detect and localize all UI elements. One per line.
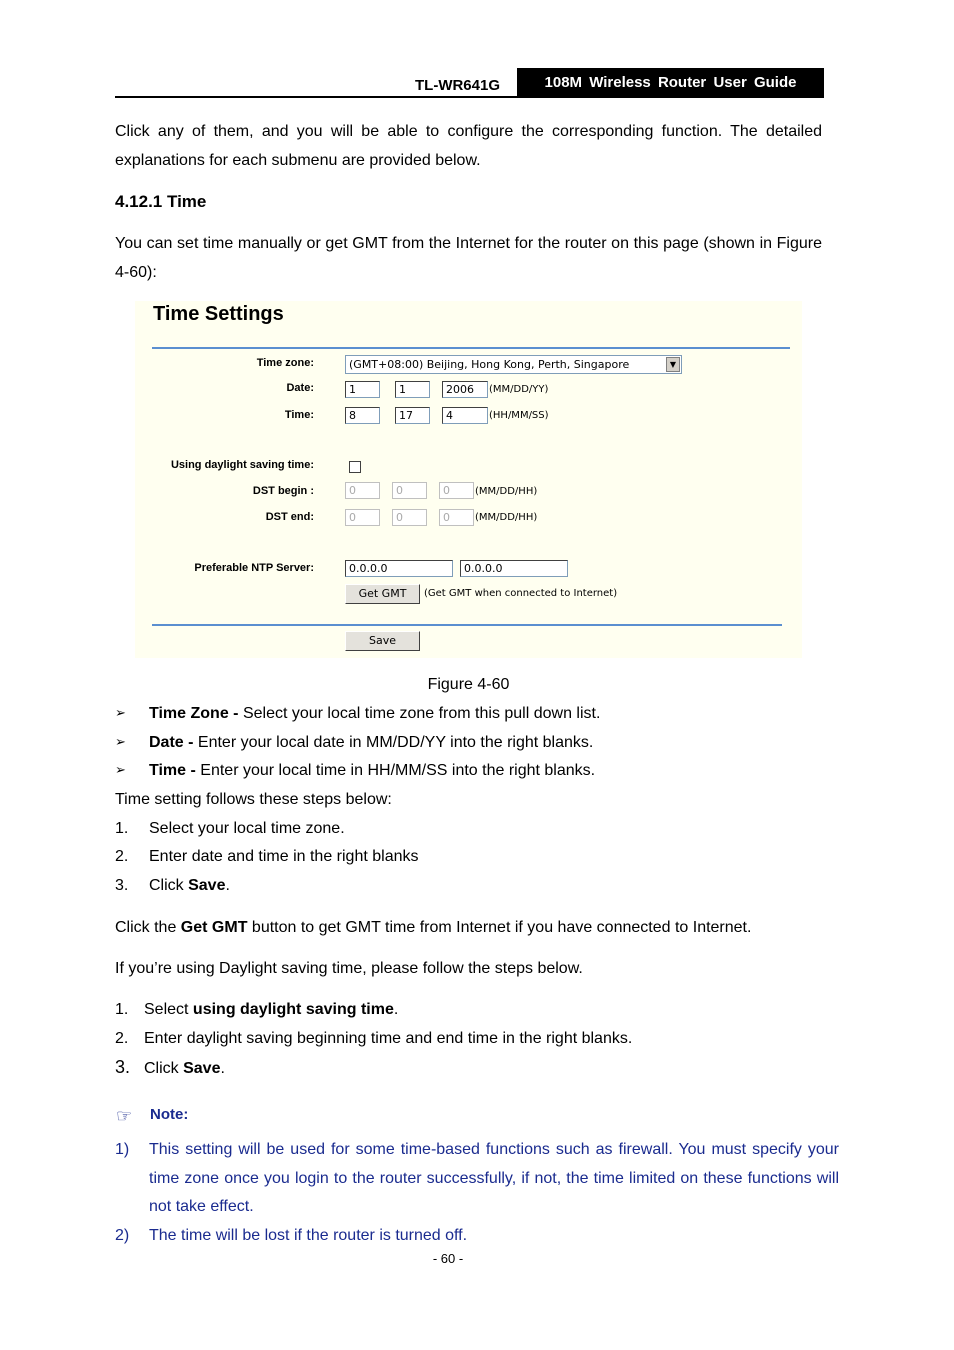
dst-end-hour-input[interactable]: 0 (439, 509, 474, 526)
panel-top-rule (152, 347, 790, 349)
step-bold: using daylight saving time (192, 1001, 394, 1018)
dst-begin-label: DST begin : (252, 485, 314, 497)
arrow-bullet-icon: ➢ (115, 762, 126, 777)
dst-checkbox[interactable] (349, 461, 361, 473)
time-zone-select[interactable] (345, 355, 682, 374)
step-text-end: . (393, 1001, 399, 1018)
time-label: Time: (284, 409, 314, 421)
bullet-text: Enter your local time in HH/MM/SS into the right blanks. (195, 762, 596, 779)
dst-begin-month-input[interactable]: 0 (345, 482, 380, 499)
step-bold: Save (188, 877, 226, 894)
section-description: You can set time manually or get GMT from the Internet for the router on this page (shown in Figure 4-60): (115, 235, 822, 281)
save-button[interactable]: Save (345, 631, 420, 651)
arrow-bullet-icon: ➢ (115, 705, 126, 720)
step-number: 3. (115, 877, 129, 894)
step-text: Click (149, 877, 189, 894)
note-label: Note: (150, 1106, 189, 1123)
step-text-end: . (225, 877, 230, 894)
steps-intro: Time setting follows these steps below: (115, 791, 392, 808)
time-zone-label: Time zone: (256, 357, 314, 369)
dst-begin-hour-input[interactable]: 0 (439, 482, 474, 499)
ntp-label: Preferable NTP Server: (194, 562, 314, 574)
get-gmt-hint: (Get GMT when connected to Internet) (424, 588, 618, 599)
ntp-server-2-input[interactable]: 0.0.0.0 (460, 560, 568, 577)
step-text: Enter date and time in the right blanks (149, 848, 419, 865)
step-number: 1. (115, 820, 129, 837)
step-number: 1. (115, 1001, 129, 1018)
get-gmt-button[interactable]: Get GMT (345, 584, 420, 604)
date-year-input[interactable]: 2006 (442, 381, 488, 398)
header-model: TL-WR641G (415, 77, 501, 94)
time-zone-value: (GMT+08:00) Beijing, Hong Kong, Perth, Singapore (349, 358, 630, 371)
step-number: 2. (115, 1030, 129, 1047)
dropdown-arrow-icon[interactable]: ▼ (666, 357, 680, 372)
header-rule (115, 96, 824, 98)
dst-end-day-input[interactable]: 0 (392, 509, 427, 526)
date-format-hint: (MM/DD/YY) (489, 384, 549, 395)
gmt-bold: Get GMT (180, 919, 248, 936)
get-gmt-paragraph (115, 919, 751, 937)
figure-caption: Figure 4-60 (427, 676, 510, 693)
step-text: Select your local time zone. (149, 820, 345, 837)
bullet-term: Time - (149, 762, 196, 779)
page-number: - 60 - (432, 1251, 464, 1266)
intro-paragraph: Click any of them, and you will be able to configure the corresponding function. The detailed explanations for each submenu are provided below. (115, 123, 822, 169)
time-second-input[interactable]: 4 (442, 407, 488, 424)
step-text: Click (144, 1060, 184, 1077)
dst-end-format-hint: (MM/DD/HH) (475, 512, 538, 523)
step-number: 2. (115, 848, 129, 865)
date-label: Date: (286, 382, 314, 394)
bullet-term: Time Zone - (149, 705, 239, 722)
step-text: Select (144, 1001, 193, 1018)
step-text: Enter daylight saving beginning time and end time in the right blanks. (144, 1030, 633, 1047)
dst-begin-day-input[interactable]: 0 (392, 482, 427, 499)
dst-label: Using daylight saving time: (170, 459, 314, 471)
panel-bottom-rule (152, 624, 782, 626)
note-text: The time will be lost if the router is turned off. (149, 1227, 468, 1244)
time-minute-input[interactable]: 17 (395, 407, 430, 424)
ntp-server-1-input[interactable]: 0.0.0.0 (345, 560, 453, 577)
step-bold: Save (183, 1060, 221, 1077)
time-format-hint: (HH/MM/SS) (489, 410, 549, 421)
arrow-bullet-icon: ➢ (115, 734, 126, 749)
step-number: 3. (115, 1057, 131, 1077)
bullet-text: Select your local time zone from this pull down list. (238, 705, 601, 722)
dst-end-label: DST end: (265, 511, 314, 523)
pointing-hand-icon: ☞ (116, 1106, 133, 1126)
time-hour-input[interactable]: 8 (345, 407, 380, 424)
section-heading: 4.12.1 Time (115, 192, 207, 211)
bullet-term: Date - (149, 734, 194, 751)
note-text: This setting will be used for some time-based functions such as firewall. You must specify your time zone once you login to the router successfully, if not, the time limited on these functions will not take effect. (149, 1141, 839, 1215)
header-guide-title: 108M Wireless Router User Guide (517, 68, 824, 96)
date-month-input[interactable]: 1 (345, 381, 380, 398)
note-number: 2) (115, 1227, 130, 1244)
bullet-text: Enter your local date in MM/DD/YY into the right blanks. (193, 734, 594, 751)
date-day-input[interactable]: 1 (395, 381, 430, 398)
dst-begin-format-hint: (MM/DD/HH) (475, 486, 538, 497)
note-number: 1) (115, 1141, 130, 1158)
step-text-end: . (220, 1060, 225, 1077)
dst-intro: If you’re using Daylight saving time, please follow the steps below. (115, 960, 583, 977)
panel-title: Time Settings (153, 303, 284, 325)
gmt-text: Click the (115, 919, 181, 936)
gmt-text-end: button to get GMT time from Internet if you have connected to Internet. (247, 919, 752, 936)
dst-end-month-input[interactable]: 0 (345, 509, 380, 526)
